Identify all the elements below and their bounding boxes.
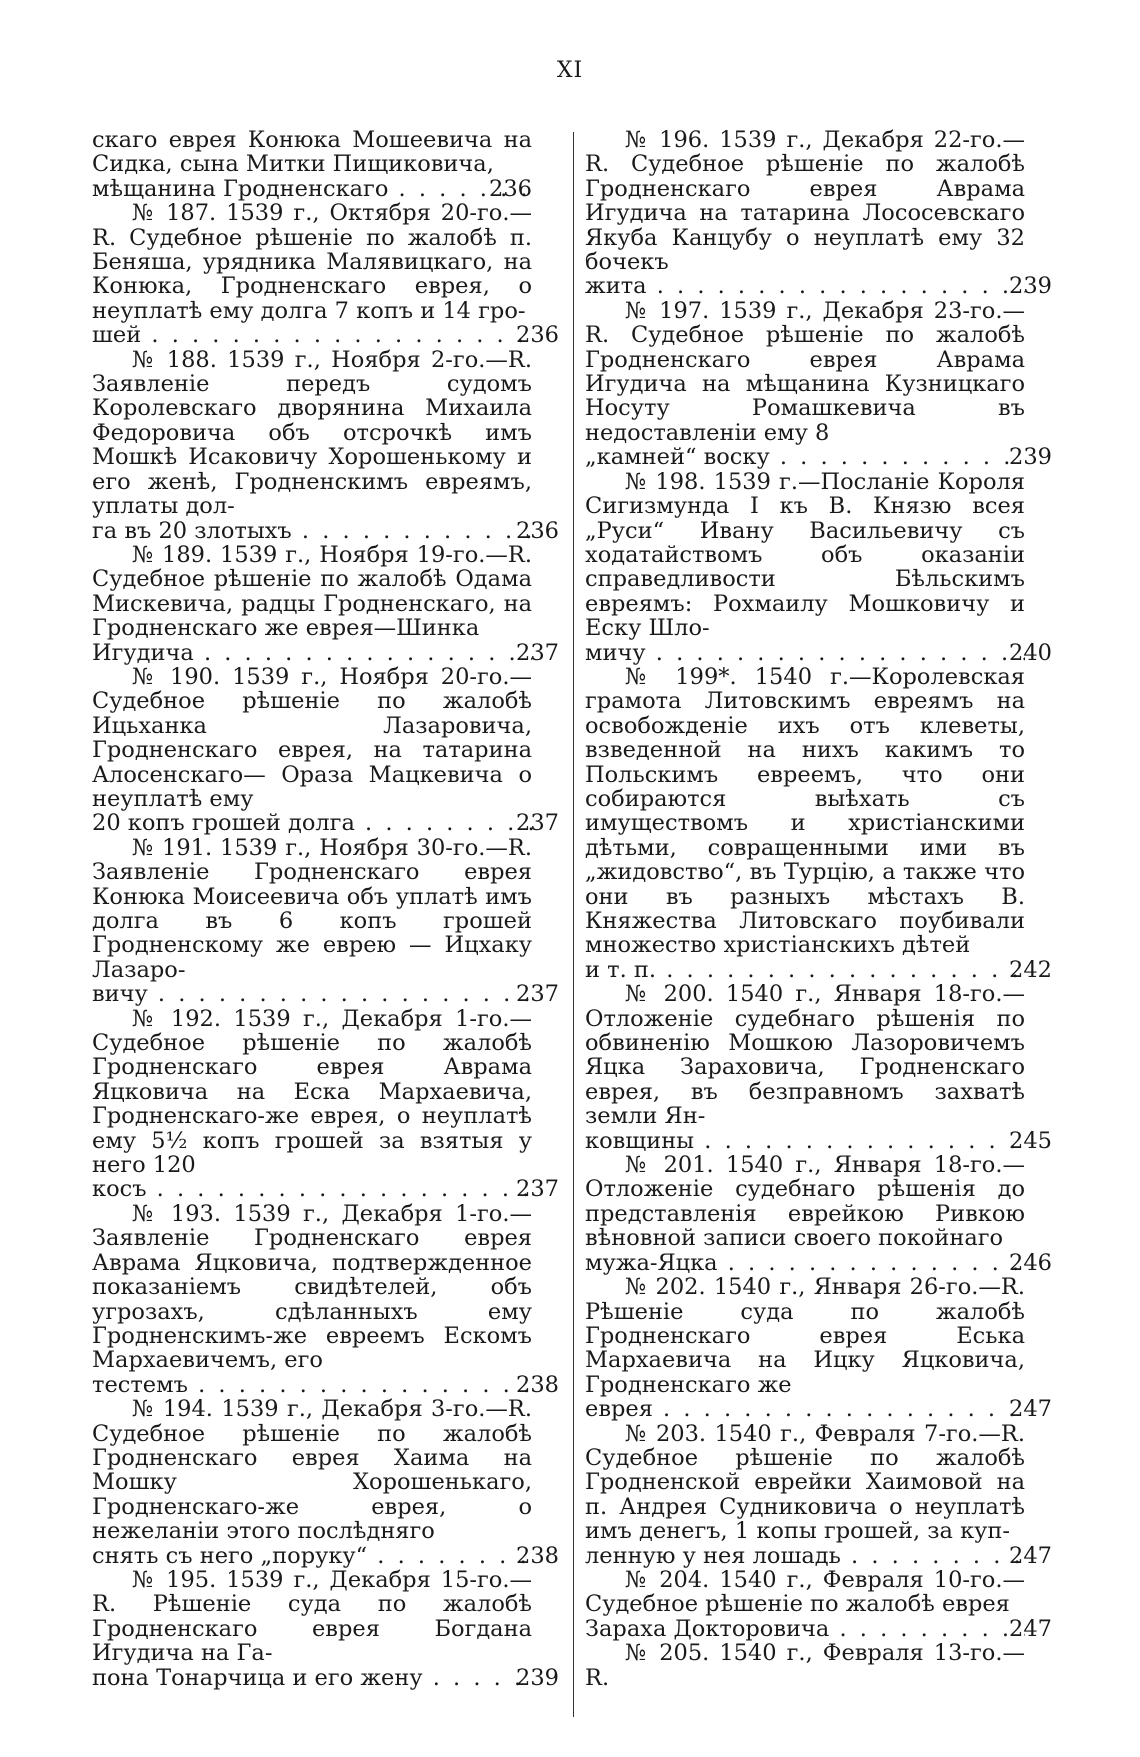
index-entry: [585, 1420, 1052, 1569]
index-entry: [585, 1566, 1052, 1642]
index-entry: [585, 1152, 1052, 1276]
entry-last-line: га въ 20 злотыхъ . . .: [92, 519, 532, 543]
index-entry: [92, 128, 532, 201]
entry-last-line: пона Тонарчица и его жену . . .: [92, 1666, 532, 1690]
entry-page-ref: 247: [1009, 1542, 1052, 1569]
entry-last-line: тестемъ . . .: [92, 1373, 532, 1397]
index-entry: [585, 1641, 1025, 1690]
entry-text: № 187. 1539 г., Октября 20-го.—R. Судебное рѣшеніе по жалобѣ п. Беняша, урядника Малявицкаго, на Конюка, Гродненскаго еврея, о неуплатѣ ему долга 7 копъ и 14 гро-: [92, 200, 532, 324]
entry-last-line: и т. п. . . .: [585, 958, 1025, 982]
index-entry: [92, 1566, 559, 1691]
entry-page-ref: 237: [516, 1176, 559, 1203]
entry-page-ref: 237: [516, 639, 559, 666]
entry-last-line: жита . . .: [585, 274, 1025, 298]
entry-page-ref: 236: [489, 175, 532, 202]
entry-text: № 197. 1539 г., Декабря 23-го.—R. Судебное рѣшеніе по жалобѣ Гродненскаго еврея Аврама Игудича на мѣщанина Кузницкаго Носуту Ромашкевича въ недоставленіи ему 8: [585, 297, 1025, 446]
entry-page-ref: 247: [1009, 1615, 1052, 1642]
index-entry: [92, 1396, 559, 1569]
entry-page-ref: 240: [1009, 639, 1052, 666]
entry-last-line: 20 копъ грошей долга . . .: [92, 811, 532, 835]
entry-last-line: мужа-Яцка . . .: [585, 1251, 1025, 1275]
entry-page-ref: 236: [516, 322, 559, 349]
entry-last-line: ленную у нея лошадь . . .: [585, 1544, 1025, 1568]
entry-text: № 194. 1539 г., Декабря 3-го.—R. Судебное рѣшеніе по жалобѣ Гродненскаго еврея Хаима на Мошку Хорошенькаго, Гродненскаго-же еврея, о нежеланіи этого послѣдняго: [92, 1396, 532, 1545]
entry-page-ref: 242: [1009, 956, 1052, 983]
entry-last-line: косъ . . .: [92, 1177, 532, 1201]
index-entry: [585, 468, 1052, 666]
entry-last-line: вичу . . .: [92, 982, 532, 1006]
index-entry: [585, 297, 1052, 471]
entry-text: № 203. 1540 г., Февраля 7-го.—R. Судебное рѣшеніе по жалобѣ Гродненской еврейки Хаимовой на п. Андрея Судниковича о неуплатѣ имъ денегъ, 1 копы грошей, за куп-: [585, 1420, 1025, 1545]
entry-last-line: Игудича . . .: [92, 641, 532, 665]
entry-text: № 189. 1539 г., Ноября 19-го.—R. Судебное рѣшеніе по жалобѣ Одама Мискевича, радцы Гродненскаго, на Гродненскаго же еврея—Шинка: [92, 541, 532, 642]
index-entry: [585, 127, 1052, 300]
entry-last-line: шей . . .: [92, 323, 532, 347]
column-divider: [573, 132, 574, 1717]
entry-text: № 196. 1539 г., Декабря 22-го.—R. Судебное рѣшеніе по жалобѣ Гродненскаго еврея Аврама Игудича на татарина Лососевскаго Якуба Канцубу о неуплатѣ ему 32 бочекъ: [585, 127, 1025, 276]
index-entry: [92, 1200, 559, 1398]
index-entry: [92, 346, 559, 544]
entry-text: скаго еврея Конюка Мошеевича на Сидка, сына Митки Пищиковича,: [92, 127, 532, 178]
index-entry: [585, 981, 1052, 1154]
entry-last-line: „камней“ воску . . .: [585, 445, 1025, 469]
index-entry: [585, 1274, 1052, 1423]
entry-text: № 188. 1539 г., Ноября 2-го.—R. Заявленіе передъ судомъ Королевскаго дворянина Михаила Федоровича объ отсрочкѣ имъ Мошкѣ Исаковичу Хорошенькому и его женѣ, Гродненскимъ евреямъ, уплаты дол-: [92, 346, 532, 520]
right-column: [585, 127, 1052, 1691]
index-entry: [585, 663, 1052, 983]
entry-text: № 202. 1540 г., Января 26-го.—R. Рѣшеніе суда по жалобѣ Гродненскаго еврея Еська Мархаевича на Ицку Яцковича, Гродненскаго же: [585, 1274, 1025, 1398]
entry-text: № 191. 1539 г., Ноября 30-го.—R. Заявленіе Гродненскаго еврея Конюка Моисеевича объ уплатѣ имъ долга въ 6 копъ грошей Гродненскому же еврею — Ицхаку Лазаро-: [92, 834, 532, 983]
entry-last-line: снять съ него „поруку“ . . .: [92, 1544, 532, 1568]
entry-page-ref: 236: [516, 517, 559, 544]
entry-page-ref: 238: [516, 1542, 559, 1569]
entry-last-line: ковщины . . .: [585, 1129, 1025, 1153]
entry-text: № 195. 1539 г., Декабря 15-го.—R. Рѣшеніе суда по жалобѣ Гродненскаго еврея Богдана Игудича на Га-: [92, 1566, 532, 1667]
entry-page-ref: 245: [1009, 1127, 1052, 1154]
entry-text: № 190. 1539 г., Ноября 20-го.— Судебное рѣшеніе по жалобѣ Ицьханка Лазаровича, Гродненскаго еврея, на татарина Алосенскаго— Ораза Мацкевича о неуплатѣ ему: [92, 663, 532, 812]
entry-text: № 192. 1539 г., Декабря 1-го.— Судебное рѣшеніе по жалобѣ Гродненскаго еврея Аврама Яцковича на Еска Мархаевича, Гродненскаго-же еврея, о неуплатѣ ему 5½ копъ грошей за взятыя у него 120: [92, 1005, 532, 1179]
entry-page-ref: 238: [516, 1371, 559, 1398]
entry-page-ref: 237: [516, 810, 559, 837]
entry-last-line: мичу . . .: [585, 641, 1025, 665]
index-entry: [92, 1005, 559, 1203]
entry-page-ref: 246: [1009, 1249, 1052, 1276]
entry-last-line: еврея . . .: [585, 1397, 1025, 1421]
entry-page-ref: 239: [516, 1664, 559, 1691]
entry-text: № 193. 1539 г., Декабря 1-го.— Заявленіе Гродненскаго еврея Аврама Яцковича, подтвержденное показаніемъ свидѣтелей, объ угрозахъ, сдѣланныхъ ему Гродненскимъ-же евреемъ Ескомъ Мархаевичемъ, его: [92, 1200, 532, 1374]
entry-text: № 204. 1540 г., Февраля 10-го.— Судебное рѣшеніе по жалобѣ еврея: [585, 1566, 1025, 1618]
entry-last-line: мѣщанина Гродненскаго . . .: [92, 177, 532, 201]
page-number: XI: [556, 58, 584, 83]
entry-page-ref: 237: [516, 981, 559, 1008]
index-entry: [92, 200, 559, 349]
entry-text: № 198. 1539 г.—Посланіе Короля Сигизмунда I къ В. Князю всея „Руси“ Ивану Васильевичу съ ходатайствомъ объ оказаніи справедливости Бѣльскимъ евреямъ: Рохмаилу Мошковичу и Еску Шло-: [585, 468, 1025, 642]
left-column: [92, 127, 559, 1691]
index-entry: [92, 663, 559, 837]
entry-text: № 201. 1540 г., Января 18-го.— Отложеніе судебнаго рѣшенія до представленія еврейкою Ривкою вѣновной записи своего покойнаго: [585, 1152, 1025, 1252]
entry-text: № 205. 1540 г., Февраля 13-го.—R.: [585, 1640, 1025, 1691]
entry-last-line: Зараха Докторовича . . .: [585, 1617, 1025, 1641]
entry-page-ref: 247: [1009, 1396, 1052, 1423]
entry-text: № 200. 1540 г., Января 18-го.— Отложеніе судебнаго рѣшенія по обвиненію Мошкою Лазоровичемъ Яцка Зараховича, Гродненскаго еврея, въ безправномъ захватѣ земли Ян-: [585, 981, 1025, 1130]
entry-text: № 199*. 1540 г.—Королевская грамота Литовскимъ евреямъ на освобожденіе ихъ отъ клеветы, взведенной на нихъ какимъ то Польскимъ евреемъ, что они собираются выѣхать съ имуществомъ и христіанскими дѣтьми, совращенными ими въ „жидовство“, въ Турцію, а также что они въ разныхъ мѣстахъ В. Княжества Литовскаго поубивали множество христіанскихъ дѣтей: [585, 663, 1025, 959]
index-entry: [92, 834, 559, 1008]
index-entry: [92, 541, 559, 666]
entry-page-ref: 239: [1009, 273, 1052, 300]
entry-page-ref: 239: [1009, 444, 1052, 471]
